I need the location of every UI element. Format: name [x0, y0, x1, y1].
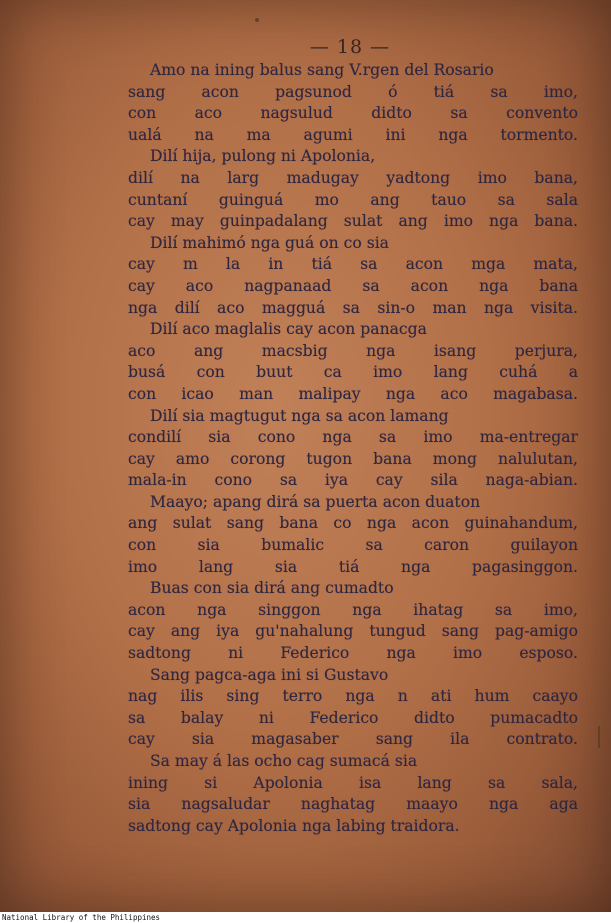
poem-line: sadtong ni Federico nga imo esposo. — [128, 644, 578, 663]
poem-line: Dilí mahimó nga guá on co sia — [150, 233, 389, 252]
margin-mark — [598, 726, 600, 748]
poem-line: con icao man malipay nga aco magabasa. — [128, 384, 578, 403]
poem-line: cuntaní guinguá mo ang tauo sa sala — [128, 190, 578, 209]
poem-line: Dilí hija, pulong ni Apolonia, — [150, 147, 376, 166]
poem-line: Amo na ining balus sang V.rgen del Rosario — [150, 61, 494, 79]
poem-line: ualá na ma agumi ini nga tormento. — [128, 125, 578, 144]
poem-line: nag ilis sing terro nga n ati hum caayo — [128, 687, 578, 706]
poem-line: con sia bumalic sa caron guilayon — [128, 536, 578, 555]
poem-line: acon nga singgon nga ihatag sa imo, — [128, 600, 578, 619]
poem-line: dilí na larg madugay yadtong imo bana, — [128, 168, 578, 187]
poem-line: sia nagsaludar naghatag maayo nga aga — [128, 795, 578, 814]
library-footer: National Library of the Philippines — [0, 912, 611, 923]
page-number: — 18 — — [309, 36, 391, 58]
poem-line: Dilí sia magtugut nga sa acon lamang — [150, 406, 449, 425]
poem-line: busá con buut ca imo lang cuhá a — [128, 363, 578, 382]
poem-line: sadtong cay Apolonia nga labing traidora. — [128, 816, 460, 835]
poem-line: cay sia magasaber sang ila contrato. — [128, 730, 578, 749]
poem-line: Sa may á las ocho cag sumacá sia — [150, 752, 418, 770]
poem-line: mala-in cono sa iya cay sila naga-abian. — [128, 471, 578, 490]
poem-line: Dilí aco maglalis cay acon panacga — [150, 320, 427, 339]
poem-line: cay m la in tiá sa acon mga mata, — [128, 255, 578, 274]
poem-line: sang acon pagsunod ó tiá sa imo, — [128, 82, 578, 101]
poem-line: sa balay ni Federico didto pumacadto — [128, 708, 578, 727]
poem-line: con aco nagsulud didto sa convento — [128, 104, 578, 123]
poem-line: Buas con sia dirá ang cumadto — [150, 579, 394, 598]
poem-line: cay ang iya gu'nahalung tungud sang pag-amigo — [128, 622, 578, 641]
poem-line: nga dilí aco magguá sa sin-o man nga visita. — [128, 298, 578, 317]
poem-text-block — [128, 60, 578, 837]
poem-line: Sang pagca-aga ini si Gustavo — [150, 665, 389, 684]
poem-line: imo lang sia tiá nga pagasinggon. — [128, 557, 578, 576]
poem-line: cay aco nagpanaad sa acon nga bana — [128, 276, 578, 295]
poem-line: condilí sia cono nga sa imo ma-entregar — [128, 428, 578, 447]
poem-line: cay may guinpadalang sulat ang imo nga bana. — [128, 212, 578, 231]
ink-speck — [255, 18, 259, 22]
poem-line: Maayo; apang dirá sa puerta acon duaton — [150, 492, 481, 511]
poem-line: cay amo corong tugon bana mong nalulutan, — [128, 449, 578, 468]
poem-line: ang sulat sang bana co nga acon guinahandum, — [128, 514, 578, 533]
poem-line: ining si Apolonia isa lang sa sala, — [128, 773, 578, 792]
poem-line: aco ang macsbig nga isang perjura, — [128, 341, 578, 360]
